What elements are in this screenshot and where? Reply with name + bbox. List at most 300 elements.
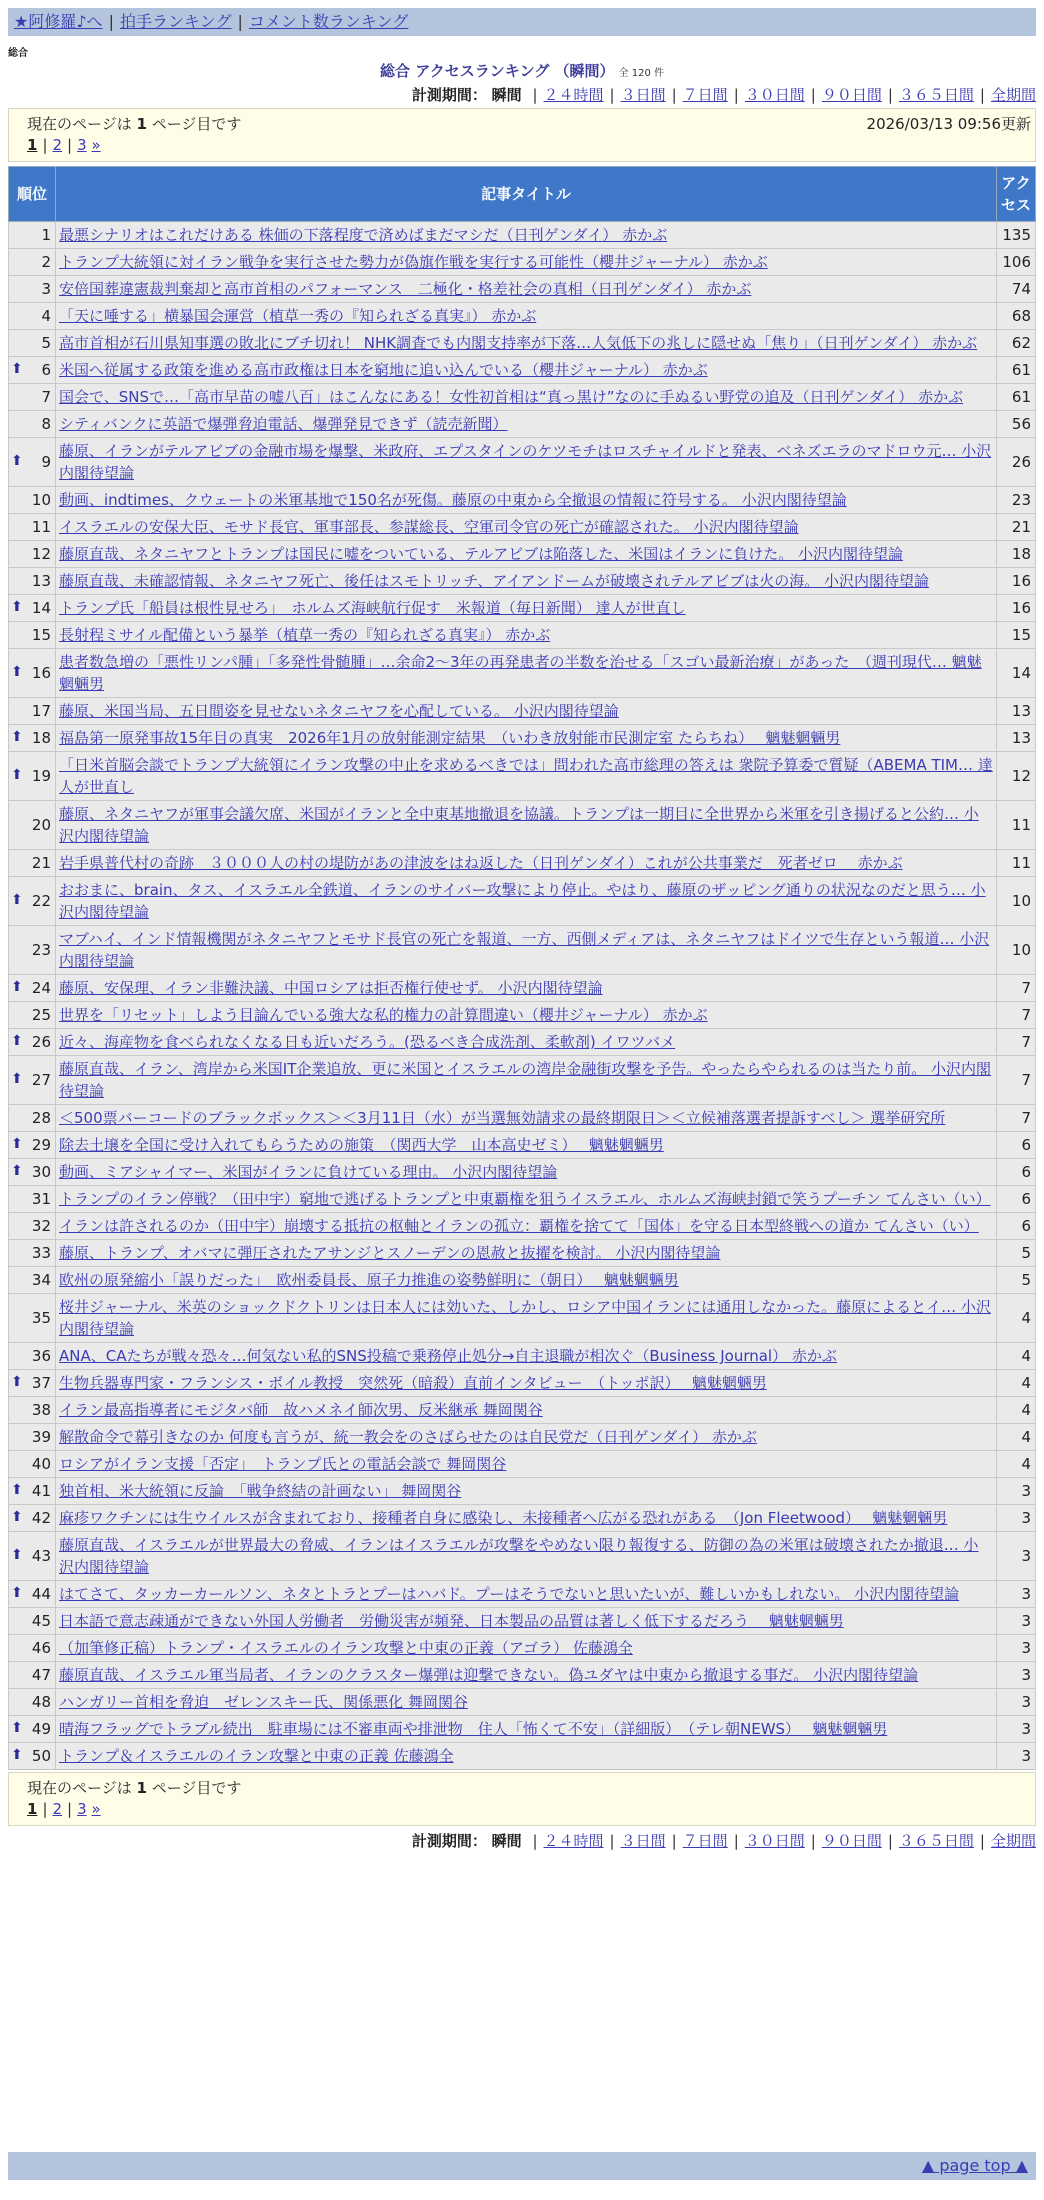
table-row <box>9 1424 1036 1451</box>
pager-next[interactable]: » <box>91 1800 101 1818</box>
rank-number: 10 <box>31 491 51 509</box>
period-link[interactable]: ３日間 <box>620 86 666 104</box>
rank-up-icon: ⬆ <box>11 1136 23 1152</box>
rank-number: 9 <box>41 453 51 471</box>
rank-up-icon: ⬆ <box>11 979 23 995</box>
article-link[interactable]: 晴海フラッグでトラブル続出 駐車場には不審車両や排泄物 住人「怖くて不安」（詳細版） （テレ朝NEWS） 魑魅魍魎男 <box>59 1720 888 1738</box>
access-count: 3 <box>997 1478 1036 1505</box>
page-suffix: ページ目です <box>151 115 242 133</box>
access-count: 61 <box>997 357 1036 384</box>
rank-number: 7 <box>41 388 51 406</box>
access-count: 13 <box>997 725 1036 752</box>
article-link[interactable]: 岩手県普代村の奇跡 ３０００人の村の堤防があの津波をはね返した（日刊ゲンダイ）これが公共事業だ 死者ゼロ 赤かぶ <box>59 854 903 872</box>
rank-number: 27 <box>31 1071 51 1089</box>
article-link[interactable]: ロシアがイラン支援「否定」 トランプ氏との電話会談で 舞岡関谷 <box>59 1455 507 1473</box>
title-cell <box>56 514 997 541</box>
article-link[interactable]: 藤原、ネタニヤフが軍事会議欠席、米国がイランと全中東基地撤退を協議。トランプは一期目に全世界から米軍を引き揚げると公約… 小沢内閣待望論 <box>59 805 979 845</box>
rank-cell <box>9 384 56 411</box>
pager-link[interactable]: 3 <box>77 1800 87 1818</box>
table-row <box>9 330 1036 357</box>
clap-ranking-link[interactable]: 拍手ランキング <box>119 12 232 31</box>
period-label: 計測期間： <box>411 86 487 104</box>
article-link[interactable]: 米国へ従属する政策を進める高市政権は日本を窮地に追い込んでいる（櫻井ジャーナル） 赤かぶ <box>59 361 708 379</box>
article-link[interactable]: おおまに、brain、タス、イスラエル全鉄道、イランのサイバー攻撃により停止。やはり、藤原のザッピング通りの状況なのだと思う… 小沢内閣待望論 <box>59 881 986 921</box>
article-link[interactable]: 動画、ミアシャイマー、米国がイランに負けている理由。 小沢内閣待望論 <box>59 1163 558 1181</box>
rank-up-icon: ⬆ <box>11 664 23 680</box>
rank-cell <box>9 649 56 698</box>
rank-header: 順位 <box>9 167 56 222</box>
access-count: 3 <box>997 1608 1036 1635</box>
pager-link[interactable]: 2 <box>52 1800 63 1818</box>
title-cell <box>56 850 997 877</box>
table-row <box>9 1689 1036 1716</box>
table-row <box>9 1343 1036 1370</box>
pager-link[interactable]: 3 <box>77 136 87 154</box>
rank-number: 28 <box>31 1109 51 1127</box>
title-cell <box>56 725 997 752</box>
pager-current: 1 <box>27 136 38 154</box>
footer-bar <box>8 2152 1036 2180</box>
title-cell <box>56 1213 997 1240</box>
rank-cell <box>9 487 56 514</box>
table-row <box>9 975 1036 1002</box>
title-cell <box>56 1240 997 1267</box>
period-separator: | <box>887 86 893 104</box>
rank-cell <box>9 1743 56 1770</box>
access-count: 62 <box>997 330 1036 357</box>
article-link[interactable]: 福島第一原発事故15年目の真実 2026年1月の放射能測定結果 （いわき放射能市民測定室 たらちね） 魑魅魍魎男 <box>59 729 841 747</box>
period-separator: | <box>609 86 615 104</box>
period-link[interactable]: ７日間 <box>682 1832 728 1850</box>
page-prefix: 現在のページは <box>27 115 132 133</box>
title-cell <box>56 1294 997 1343</box>
rank-up-icon: ⬆ <box>11 1747 23 1763</box>
table-row <box>9 438 1036 487</box>
article-link[interactable]: 国会で、SNSで…「高市早苗の嘘八百」はこんなにある！女性初首相は“真っ黒け”なのに手ぬるい野党の追及（日刊ゲンダイ） 赤かぶ <box>59 388 964 406</box>
rank-up-icon: ⬆ <box>11 1547 23 1563</box>
title-cell <box>56 926 997 975</box>
title-cell <box>56 222 997 249</box>
rank-number: 19 <box>31 767 51 785</box>
pager-link[interactable]: 2 <box>52 136 63 154</box>
rank-cell <box>9 1029 56 1056</box>
rank-up-icon: ⬆ <box>11 1482 23 1498</box>
access-count: 3 <box>997 1662 1036 1689</box>
access-count: 5 <box>997 1267 1036 1294</box>
table-row <box>9 1532 1036 1581</box>
rank-number: 8 <box>41 415 51 433</box>
title-cell <box>56 487 997 514</box>
rank-number: 44 <box>31 1585 51 1603</box>
rank-up-icon: ⬆ <box>11 1033 23 1049</box>
period-separator: | <box>810 86 816 104</box>
period-separator: | <box>810 1832 816 1850</box>
current-page-text <box>27 1777 241 1798</box>
rank-number: 24 <box>31 979 51 997</box>
rank-number: 18 <box>31 729 51 747</box>
rank-cell <box>9 1132 56 1159</box>
rank-up-icon: ⬆ <box>11 729 23 745</box>
rank-number: 42 <box>31 1509 51 1527</box>
period-selector-bottom <box>412 1830 1036 1851</box>
title-cell <box>56 1132 997 1159</box>
table-row <box>9 487 1036 514</box>
title-cell <box>56 384 997 411</box>
table-row <box>9 276 1036 303</box>
title-cell <box>56 975 997 1002</box>
table-row <box>9 384 1036 411</box>
rank-cell <box>9 1581 56 1608</box>
period-link[interactable]: 全期間 <box>990 1832 1036 1850</box>
table-row <box>9 595 1036 622</box>
access-count: 12 <box>997 752 1036 801</box>
rank-number: 20 <box>31 816 51 834</box>
article-link[interactable]: 藤原直哉、イスラエルが世界最大の脅威、イランはイスラエルが攻撃をやめない限り報復する、防御の為の米軍は破壊されたか撤退… 小沢内閣待望論 <box>59 1536 979 1576</box>
period-link[interactable]: ９０日間 <box>821 86 882 104</box>
rank-cell <box>9 1689 56 1716</box>
rank-up-icon: ⬆ <box>11 1720 23 1736</box>
table-row <box>9 1397 1036 1424</box>
article-link[interactable]: マブハイ、インド情報機関がネタニヤフとモサド長官の死亡を報道、一方、西側メディアは、ネタニヤフはドイツで生存という報道… 小沢内閣待望論 <box>59 930 990 970</box>
article-link[interactable]: 除去土壌を全国に受け入れてもらうための施策 （関西大学 山本高史ゼミ） 魑魅魍魎男 <box>59 1136 664 1154</box>
title-cell <box>56 303 997 330</box>
rank-up-icon: ⬆ <box>11 1585 23 1601</box>
title-cell <box>56 752 997 801</box>
rank-cell <box>9 357 56 384</box>
rank-cell <box>9 541 56 568</box>
article-link[interactable]: 世界を「リセット」しよう目論んでいる強大な私的権力の計算間違い（櫻井ジャーナル） 赤かぶ <box>59 1006 708 1024</box>
table-header-row <box>9 167 1036 222</box>
table-row <box>9 357 1036 384</box>
page-info-top <box>8 108 1036 162</box>
article-link[interactable]: 独首相、米大統領に反論 「戦争終結の計画ない」 舞岡関谷 <box>59 1482 462 1500</box>
title-cell <box>56 1343 997 1370</box>
period-link[interactable]: ７日間 <box>682 86 728 104</box>
title-cell <box>56 249 997 276</box>
table-row <box>9 877 1036 926</box>
article-link[interactable]: 日本語で意志疎通ができない外国人労働者 労働災害が頻発、日本製品の品質は著しく低下するだろう 魑魅魍魎男 <box>59 1612 844 1630</box>
access-count: 3 <box>997 1532 1036 1581</box>
access-count: 4 <box>997 1397 1036 1424</box>
title-cell <box>56 801 997 850</box>
table-row <box>9 1002 1036 1029</box>
period-separator: | <box>733 1832 739 1850</box>
period-link[interactable]: ３０日間 <box>744 86 805 104</box>
access-count: 10 <box>997 926 1036 975</box>
access-count: 6 <box>997 1159 1036 1186</box>
access-count: 18 <box>997 541 1036 568</box>
article-link[interactable]: 患者数急増の「悪性リンパ腫」「多発性骨髄腫」…余命2〜3年の再発患者の半数を治せる「スゴい最新治療」があった （週刊現代… 魑魅魍魎男 <box>59 653 982 693</box>
table-row <box>9 1581 1036 1608</box>
article-link[interactable]: シティバンクに英語で爆弾脅迫電話、爆弾発見できず（読売新聞） <box>59 415 508 433</box>
rank-cell <box>9 1159 56 1186</box>
rank-up-icon: ⬆ <box>11 599 23 615</box>
table-row <box>9 649 1036 698</box>
rank-number: 12 <box>31 545 51 563</box>
period-separator: | <box>887 1832 893 1850</box>
title-cell <box>56 1370 997 1397</box>
table-row <box>9 725 1036 752</box>
page-top-link[interactable]: ▲ page top ▲ <box>921 2156 1028 2175</box>
rank-number: 3 <box>41 280 51 298</box>
article-link[interactable]: トランプ氏「船員は根性見せろ」 ホルムズ海峡航行促す 米報道（毎日新聞） 達人が世直し <box>59 599 686 617</box>
title-cell <box>56 1029 997 1056</box>
rank-up-icon: ⬆ <box>11 361 23 377</box>
article-link[interactable]: 近々、海産物を食べられなくなる日も近いだろう。(恐るべき合成洗剤、柔軟剤) イワツバメ <box>59 1033 676 1051</box>
rank-number: 25 <box>31 1006 51 1024</box>
table-row <box>9 1716 1036 1743</box>
table-row <box>9 801 1036 850</box>
title-cell <box>56 1267 997 1294</box>
article-link[interactable]: 動画、indtimes、クウェートの米軍基地で150名が死傷。藤原の中東から全撤退の情報に符号する。 小沢内閣待望論 <box>59 491 847 509</box>
article-link[interactable]: 高市首相が石川県知事選の敗北にブチ切れ！ NHK調査でも内閣支持率が下落…人気低下の兆しに隠せぬ「焦り」（日刊ゲンダイ） 赤かぶ <box>59 334 978 352</box>
access-count: 11 <box>997 850 1036 877</box>
title-cell <box>56 1743 997 1770</box>
title-cell <box>56 1635 997 1662</box>
table-row <box>9 1294 1036 1343</box>
rank-number: 22 <box>31 892 51 910</box>
rank-number: 17 <box>31 702 51 720</box>
title-cell <box>56 1716 997 1743</box>
rank-number: 43 <box>31 1547 51 1565</box>
article-link[interactable]: 藤原、イランがテルアビブの金融市場を爆撃、米政府、エプスタインのケツモチはロスチャイルドと発表、ベネズエラのマドロウ元… 小沢内閣待望論 <box>59 442 992 482</box>
article-link[interactable]: 藤原直哉、未確認情報、ネタニヤフ死亡、後任はスモトリッチ、アイアンドームが破壊されテルアビブは火の海。 小沢内閣待望論 <box>59 572 929 590</box>
page-title-text: 総合 アクセスランキング （瞬間） <box>380 62 615 80</box>
table-row <box>9 752 1036 801</box>
rank-cell <box>9 1608 56 1635</box>
rank-cell <box>9 1662 56 1689</box>
rank-number: 47 <box>31 1666 51 1684</box>
article-link[interactable]: イラン最高指導者にモジタバ師 故ハメネイ師次男、反米継承 舞岡関谷 <box>59 1401 543 1419</box>
title-cell <box>56 1451 997 1478</box>
access-count: 14 <box>997 649 1036 698</box>
access-count: 3 <box>997 1635 1036 1662</box>
page-info-bottom <box>8 1772 1036 1826</box>
article-link[interactable]: 「日米首脳会談でトランプ大統領にイラン攻撃の中止を求めるべきでは」問われた高市総理の答えは 衆院予算委で質疑（ABEMA TIM… 達人が世直し <box>59 756 993 796</box>
period-link[interactable]: ３０日間 <box>744 1832 805 1850</box>
access-count: 106 <box>997 249 1036 276</box>
rank-number: 5 <box>41 334 51 352</box>
access-count: 74 <box>997 276 1036 303</box>
article-link[interactable]: トランプのイラン停戦？（田中宇）窮地で逃げるトランプと中東覇権を狙うイスラエル、ホルムズ海峡封鎖で笑うプーチン てんさい（い） <box>59 1190 991 1208</box>
period-link[interactable]: ３日間 <box>620 1832 666 1850</box>
rank-number: 13 <box>31 572 51 590</box>
article-link[interactable]: トランプ大統領に対イラン戦争を実行させた勢力が偽旗作戦を実行する可能性（櫻井ジャーナル） 赤かぶ <box>59 253 768 271</box>
access-count: 4 <box>997 1343 1036 1370</box>
article-link[interactable]: （加筆修正稿）トランプ・イスラエルのイラン攻撃と中東の正義（アゴラ） 佐藤鴻全 <box>59 1639 633 1657</box>
rank-cell <box>9 330 56 357</box>
access-count: 26 <box>997 438 1036 487</box>
rank-cell <box>9 595 56 622</box>
period-link[interactable]: ３６５日間 <box>898 86 974 104</box>
article-link[interactable]: はてさて、タッカーカールソン、ネタとトラとプーはハバド。プーはそうでないと思いたいが、難しいかもしれない。 小沢内閣待望論 <box>59 1585 960 1603</box>
table-row <box>9 1505 1036 1532</box>
article-link[interactable]: 藤原直哉、イラン、湾岸から米国IT企業追放、更に米国とイスラエルの湾岸金融街攻撃を予告。やったらやられるのは当たり前。 小沢内閣待望論 <box>59 1060 992 1100</box>
period-separator: | <box>532 1832 538 1850</box>
article-link[interactable]: トランプ＆イスラエルのイラン攻撃と中東の正義 佐藤鴻全 <box>59 1747 454 1765</box>
rank-cell <box>9 1451 56 1478</box>
period-separator: | <box>979 1832 985 1850</box>
article-link[interactable]: 藤原直哉、イスラエル軍当局者、イランのクラスター爆弾は迎撃できない。偽ユダヤは中東から撤退する事だ。 小沢内閣待望論 <box>59 1666 919 1684</box>
rank-number: 15 <box>31 626 51 644</box>
title-cell <box>56 698 997 725</box>
rank-number: 31 <box>31 1190 51 1208</box>
title-header: 記事タイトル <box>56 167 997 222</box>
period-link[interactable]: ９０日間 <box>821 1832 882 1850</box>
pager-next[interactable]: » <box>91 136 101 154</box>
title-cell <box>56 595 997 622</box>
access-count: 3 <box>997 1689 1036 1716</box>
table-row <box>9 1451 1036 1478</box>
rank-cell <box>9 276 56 303</box>
rank-cell <box>9 801 56 850</box>
table-row <box>9 249 1036 276</box>
rank-cell <box>9 1294 56 1343</box>
table-row <box>9 1370 1036 1397</box>
table-row <box>9 1213 1036 1240</box>
rank-number: 35 <box>31 1309 51 1327</box>
rank-up-icon: ⬆ <box>11 767 23 783</box>
rank-number: 32 <box>31 1217 51 1235</box>
access-count: 135 <box>997 222 1036 249</box>
rank-cell <box>9 303 56 330</box>
access-count: 11 <box>997 801 1036 850</box>
rank-number: 30 <box>31 1163 51 1181</box>
article-link[interactable]: 長射程ミサイル配備という暴挙（植草一秀の『知られざる真実』） 赤かぶ <box>59 626 551 644</box>
period-separator: | <box>609 1832 615 1850</box>
total-count: 全 120 件 <box>618 68 664 79</box>
rank-number: 41 <box>31 1482 51 1500</box>
article-link[interactable]: 桜井ジャーナル、米英のショックドクトリンは日本人には効いた、しかし、ロシア中国イランには通用しなかった。藤原によるとイ… 小沢内閣待望論 <box>59 1298 991 1338</box>
table-row <box>9 411 1036 438</box>
page-suffix: ページ目です <box>151 1779 242 1797</box>
title-cell <box>56 622 997 649</box>
access-count: 5 <box>997 1240 1036 1267</box>
title-cell <box>56 330 997 357</box>
comment-ranking-link[interactable]: コメント数ランキング <box>248 12 409 31</box>
access-count: 6 <box>997 1186 1036 1213</box>
access-count: 15 <box>997 622 1036 649</box>
table-row <box>9 1635 1036 1662</box>
article-link[interactable]: 安倍国葬違憲裁判棄却と高市首相のパフォーマンス 二極化・格差社会の真相（日刊ゲンダイ） 赤かぶ <box>59 280 752 298</box>
period-current: 瞬間 <box>491 86 522 104</box>
rank-number: 16 <box>31 664 51 682</box>
access-count: 13 <box>997 698 1036 725</box>
article-link[interactable]: 藤原、トランプ、オバマに弾圧されたアサンジとスノーデンの恩赦と抜擢を検討。 小沢内閣待望論 <box>59 1244 721 1262</box>
article-link[interactable]: 藤原、米国当局、五日間姿を見せないネタニヤフを心配している。 小沢内閣待望論 <box>59 702 619 720</box>
access-count: 16 <box>997 595 1036 622</box>
title-cell <box>56 357 997 384</box>
rank-number: 4 <box>41 307 51 325</box>
title-cell <box>56 1002 997 1029</box>
rank-cell <box>9 222 56 249</box>
pager-current: 1 <box>27 1800 38 1818</box>
table-row <box>9 514 1036 541</box>
table-row <box>9 541 1036 568</box>
rank-cell <box>9 926 56 975</box>
access-count: 61 <box>997 384 1036 411</box>
article-link[interactable]: 麻疹ワクチンには生ウイルスが含まれており、接種者自身に感染し、未接種者へ広がる恐れがある （Jon Fleetwood） 魑魅魍魎男 <box>59 1509 948 1527</box>
article-link[interactable]: 欧州の原発縮小「誤りだった」 欧州委員長、原子力推進の姿勢鮮明に（朝日） 魑魅魍魎男 <box>59 1271 679 1289</box>
pager-separator: | <box>42 1800 48 1818</box>
title-cell <box>56 276 997 303</box>
home-link[interactable]: ★阿修羅♪へ <box>14 12 103 31</box>
rank-number: 21 <box>31 854 51 872</box>
period-link[interactable]: ２４時間 <box>543 86 604 104</box>
article-link[interactable]: 藤原直哉、ネタニヤフとトランプは国民に嘘をついている、テルアビブは陥落した、米国はイランに負けた。 小沢内閣待望論 <box>59 545 904 563</box>
access-count: 7 <box>997 1002 1036 1029</box>
rank-cell <box>9 438 56 487</box>
rank-up-icon: ⬆ <box>11 1509 23 1525</box>
article-link[interactable]: イスラエルの安保大臣、モサド長官、軍事部長、参謀総長、空軍司令官の死亡が確認された。 小沢内閣待望論 <box>59 518 799 536</box>
rank-number: 6 <box>41 361 51 379</box>
article-link[interactable]: イランは許されるのか（田中宇）崩壊する抵抗の枢軸とイランの孤立：覇権を捨てて「国体」を守る日本型終戦への道か てんさい（い） <box>59 1217 979 1235</box>
rank-cell <box>9 1240 56 1267</box>
rank-up-icon: ⬆ <box>11 453 23 469</box>
rank-cell <box>9 1105 56 1132</box>
table-row <box>9 1267 1036 1294</box>
table-row <box>9 698 1036 725</box>
rank-number: 48 <box>31 1693 51 1711</box>
rank-cell <box>9 249 56 276</box>
access-count: 21 <box>997 514 1036 541</box>
page-prefix: 現在のページは <box>27 1779 132 1797</box>
rank-up-icon: ⬆ <box>11 1071 23 1087</box>
table-row <box>9 1186 1036 1213</box>
article-link[interactable]: 「天に唾する」横暴国会運営（植草一秀の『知られざる真実』） 赤かぶ <box>59 307 537 325</box>
article-link[interactable]: 藤原、安保理、イラン非難決議、中国ロシアは拒否権行使せず。 小沢内閣待望論 <box>59 979 603 997</box>
page-number: 1 <box>136 1779 147 1797</box>
article-link[interactable]: 最悪シナリオはこれだけある 株価の下落程度で済めばまだマシだ（日刊ゲンダイ） 赤かぶ <box>59 226 668 244</box>
table-row <box>9 1132 1036 1159</box>
access-count: 4 <box>997 1451 1036 1478</box>
current-page-text <box>27 113 241 134</box>
title-cell <box>56 1608 997 1635</box>
table-row <box>9 1240 1036 1267</box>
table-row <box>9 850 1036 877</box>
article-link[interactable]: ＜500票バーコードのブラックボックス＞＜3月11日（水）が当選無効請求の最終期限日＞＜立候補落選者提訴すべし＞ 選挙研究所 <box>59 1109 946 1127</box>
period-link[interactable]: 全期間 <box>990 86 1036 104</box>
rank-cell <box>9 622 56 649</box>
access-count: 6 <box>997 1132 1036 1159</box>
article-link[interactable]: 生物兵器専門家・フランシス・ボイル教授 突然死（暗殺）直前インタビュー （トッポ訳） 魑魅魍魎男 <box>59 1374 767 1392</box>
period-link[interactable]: ３６５日間 <box>898 1832 974 1850</box>
rank-cell <box>9 411 56 438</box>
title-cell <box>56 1505 997 1532</box>
rank-number: 36 <box>31 1347 51 1365</box>
rank-cell <box>9 1478 56 1505</box>
rank-cell <box>9 568 56 595</box>
rank-number: 23 <box>31 941 51 959</box>
period-separator: | <box>671 1832 677 1850</box>
table-row <box>9 622 1036 649</box>
article-link[interactable]: ハンガリー首相を脅迫 ゼレンスキー氏、関係悪化 舞岡関谷 <box>59 1693 468 1711</box>
access-count: 4 <box>997 1294 1036 1343</box>
rank-number: 14 <box>31 599 51 617</box>
rank-cell <box>9 975 56 1002</box>
article-link[interactable]: 解散命令で幕引きなのか 何度も言うが、統一教会をのさばらせたのは自民党だ（日刊ゲンダイ） 赤かぶ <box>59 1428 757 1446</box>
rank-cell <box>9 1397 56 1424</box>
period-link[interactable]: ２４時間 <box>543 1832 604 1850</box>
period-current: 瞬間 <box>491 1832 522 1850</box>
rank-cell <box>9 698 56 725</box>
title-cell <box>56 411 997 438</box>
period-separator: | <box>671 86 677 104</box>
rank-cell <box>9 1532 56 1581</box>
access-count: 68 <box>997 303 1036 330</box>
article-link[interactable]: ANA、CAたちが戦々恐々…何気ない私的SNS投稿で乗務停止処分→自主退職が相次ぐ（Business Journal） 赤かぶ <box>59 1347 837 1365</box>
access-count: 3 <box>997 1581 1036 1608</box>
